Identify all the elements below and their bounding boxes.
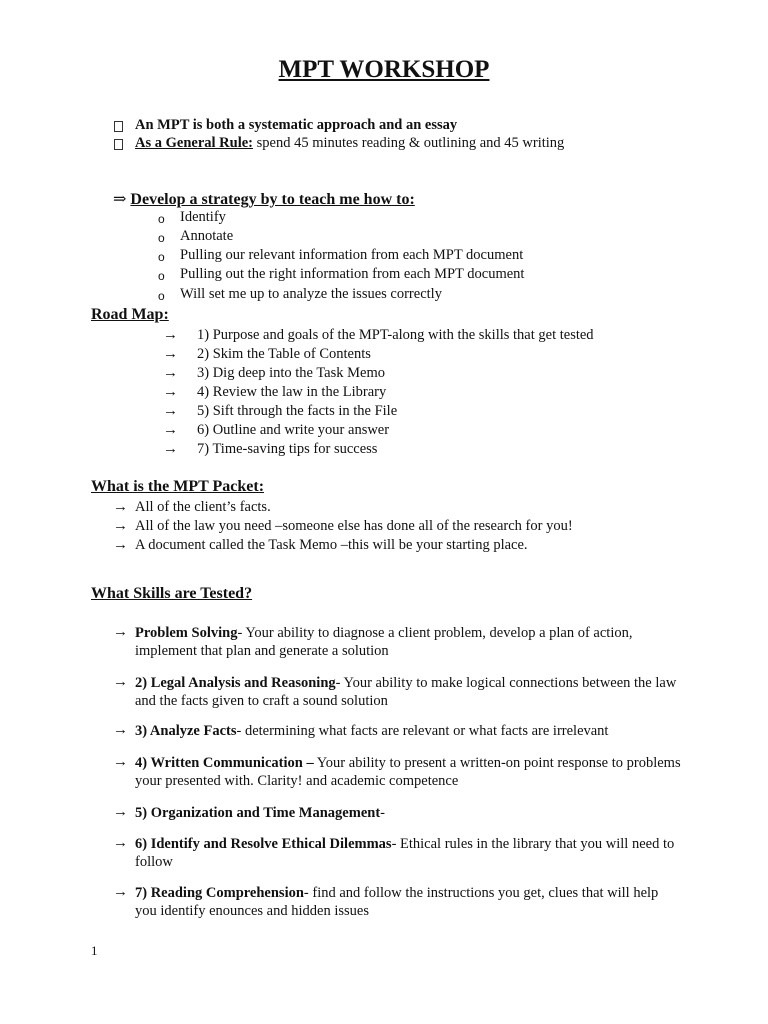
skill-text: Your ability to present a written-on point response to problems your presented with. Clarity! and academic competence — [135, 755, 681, 789]
skill-item — [135, 804, 683, 822]
skill-text: - Your ability to make logical connections between the law and the facts given to craft a sound solution — [135, 675, 677, 709]
skill-item — [135, 624, 683, 660]
document-title: MPT WORKSHOP — [278, 56, 490, 83]
circle-bullet-icon: o — [158, 231, 165, 245]
skill-item — [135, 754, 683, 790]
arrow-icon: → — [113, 754, 128, 770]
packet-item: All of the law you need –someone else has done all of the research for you! — [135, 518, 573, 534]
circle-bullet-icon: o — [158, 212, 165, 226]
arrow-icon: → — [163, 422, 178, 438]
missing-glyph-bullet-icon — [114, 121, 123, 132]
roadmap-item: 1) Purpose and goals of the MPT-along with the skills that get tested — [197, 327, 594, 343]
general-rule-label: As a General Rule: — [135, 135, 253, 151]
arrow-icon: → — [113, 499, 128, 515]
skill-item — [135, 722, 683, 740]
roadmap-item: 4) Review the law in the Library — [197, 384, 387, 400]
strategy-label: Develop a strategy by to teach me how to: — [130, 191, 415, 208]
packet-heading: What is the MPT Packet: — [91, 478, 265, 495]
arrow-icon: → — [113, 624, 128, 640]
arrow-icon: → — [163, 327, 178, 343]
arrow-icon: → — [113, 884, 128, 900]
strategy-item: Pulling our relevant information from each MPT document — [180, 247, 524, 263]
skill-label: Problem Solving — [135, 625, 238, 641]
skill-label: 6) Identify and Resolve Ethical Dilemmas — [135, 836, 392, 852]
skill-label: 4) Written Communication – — [135, 755, 314, 771]
arrow-icon: → — [113, 537, 128, 553]
roadmap-item: 2) Skim the Table of Contents — [197, 346, 371, 362]
double-arrow-icon: ⇒ — [113, 191, 127, 208]
roadmap-item: 7) Time-saving tips for success — [197, 441, 378, 457]
intro-line-2 — [135, 135, 564, 152]
circle-bullet-icon: o — [158, 269, 165, 283]
arrow-icon: → — [113, 722, 128, 738]
skill-item — [135, 884, 683, 920]
skill-text: - determining what facts are relevant or what facts are irrelevant — [236, 723, 609, 739]
arrow-icon: → — [163, 346, 178, 362]
arrow-icon: → — [113, 518, 128, 534]
skill-text: - find and follow the instructions you get, clues that will help you identify enounces and hidden issues — [135, 885, 659, 919]
skill-text: - Ethical rules in the library that you will need to follow — [135, 836, 675, 870]
strategy-item: Will set me up to analyze the issues correctly — [180, 286, 442, 302]
arrow-icon: → — [163, 384, 178, 400]
missing-glyph-bullet-icon — [114, 139, 123, 150]
roadmap-heading: Road Map: — [91, 306, 169, 323]
arrow-icon: → — [163, 403, 178, 419]
circle-bullet-icon: o — [158, 250, 165, 264]
roadmap-item: 6) Outline and write your answer — [197, 422, 390, 438]
packet-item: A document called the Task Memo –this will be your starting place. — [135, 537, 528, 553]
skill-item — [135, 674, 683, 710]
skill-text: - — [380, 805, 385, 821]
arrow-icon: → — [113, 804, 128, 820]
strategy-line — [113, 189, 415, 209]
skill-label: 5) Organization and Time Management — [135, 805, 381, 821]
strategy-item: Annotate — [180, 228, 234, 244]
skill-text: - Your ability to diagnose a client problem, develop a plan of action, implement that plan and generate a solution — [135, 625, 633, 659]
skill-label: 2) Legal Analysis and Reasoning — [135, 675, 336, 691]
general-rule-text: spend 45 minutes reading & outlining and 45 writing — [253, 135, 565, 151]
strategy-item: Pulling out the right information from each MPT document — [180, 266, 525, 282]
skills-heading: What Skills are Tested? — [91, 585, 253, 602]
circle-bullet-icon: o — [158, 289, 165, 303]
packet-item: All of the client’s facts. — [135, 499, 271, 515]
skill-item — [135, 835, 683, 871]
page-number: 1 — [91, 943, 98, 958]
arrow-icon: → — [113, 835, 128, 851]
skill-label: 3) Analyze Facts — [135, 723, 237, 739]
strategy-item: Identify — [180, 209, 226, 225]
skill-label: 7) Reading Comprehension — [135, 885, 304, 901]
arrow-icon: → — [163, 441, 178, 457]
roadmap-item: 5) Sift through the facts in the File — [197, 403, 398, 419]
roadmap-item: 3) Dig deep into the Task Memo — [197, 365, 385, 381]
intro-line-1: An MPT is both a systematic approach and an essay — [135, 117, 458, 133]
arrow-icon: → — [113, 674, 128, 690]
arrow-icon: → — [163, 365, 178, 381]
